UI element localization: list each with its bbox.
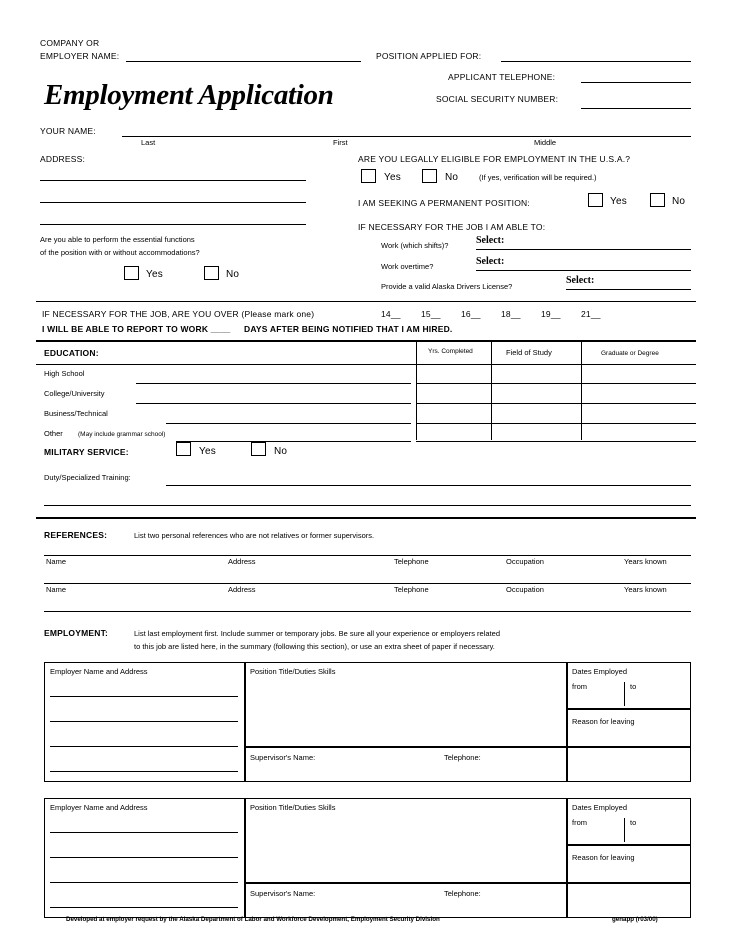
employment-0-position-label: Position Title/Duties Skills [250, 667, 336, 676]
age-option-1[interactable]: 15__ [421, 309, 441, 319]
age-option-3[interactable]: 18__ [501, 309, 521, 319]
references-title: REFERENCES: [44, 530, 108, 540]
employment-0-employer-line-4[interactable] [50, 771, 238, 772]
address-line-2[interactable] [40, 202, 306, 203]
military-yes-checkbox[interactable] [176, 442, 191, 456]
employment-1-supervisor-label: Supervisor's Name: [250, 889, 316, 898]
employment-title: EMPLOYMENT: [44, 628, 109, 638]
report-to-work-line-b: DAYS AFTER BEING NOTIFIED THAT I AM HIRED. [244, 324, 453, 334]
employment-1-position-label: Position Title/Duties Skills [250, 803, 336, 812]
education-row-0-input[interactable] [136, 383, 411, 384]
reference-row-0-col-1: Address [228, 557, 256, 566]
education-title: EDUCATION: [44, 348, 99, 358]
education-row-1-divider [416, 403, 696, 404]
able-row-0-select[interactable]: Select: [476, 235, 505, 246]
reference-row-0-col-0: Name [46, 557, 67, 566]
able-row-2-input[interactable] [566, 289, 691, 290]
employment-1-employer-label: Employer Name and Address [50, 803, 148, 812]
reference-row-1-col-4: Years known [624, 585, 667, 594]
employment-block-0-supervisor-div [244, 746, 691, 748]
company-label-line2: EMPLOYER NAME: [40, 51, 120, 61]
reference-row-1-col-3: Occupation [506, 585, 544, 594]
address-line-3[interactable] [40, 224, 306, 225]
able-row-0-input[interactable] [476, 249, 691, 250]
employment-block-0-div-1 [244, 662, 246, 782]
employment-0-to-label: to [630, 682, 637, 691]
references-row-1-top [44, 583, 691, 584]
education-top-border [36, 340, 696, 342]
form-sheet [36, 30, 700, 920]
education-col-divider-3 [581, 340, 582, 440]
eligible-no-label: No [445, 172, 459, 183]
education-row-3-note: (May include grammar school) [78, 431, 166, 438]
education-row-1-label: College/University [44, 389, 105, 398]
military-no-checkbox[interactable] [251, 442, 266, 456]
education-header-divider [36, 364, 696, 365]
employment-block-1-reason-div [566, 844, 691, 846]
employment-1-dates-label: Dates Employed [572, 803, 628, 812]
employment-1-employer-line-3[interactable] [50, 882, 238, 883]
age-question: IF NECESSARY FOR THE JOB, ARE YOU OVER (Please mark one) [42, 309, 315, 319]
employment-instruction-line1: List last employment first. Include summer or temporary jobs. Be sure all your experience or employers related [134, 629, 500, 638]
education-col-divider-1 [416, 340, 417, 440]
references-instruction: List two personal references who are not relatives or former supervisors. [134, 531, 375, 540]
employment-block-0-reason-div [566, 708, 691, 710]
essential-no-checkbox[interactable] [204, 266, 219, 280]
name-first-caption: First [333, 138, 348, 147]
education-row-1-input[interactable] [136, 403, 411, 404]
age-option-2[interactable]: 16__ [461, 309, 481, 319]
eligibility-note: (If yes, verification will be required.) [479, 173, 597, 182]
employment-1-employer-line-4[interactable] [50, 907, 238, 908]
applicant-telephone-input[interactable] [581, 82, 691, 83]
able-row-2-label: Provide a valid Alaska Drivers License? [381, 282, 513, 291]
employment-block-0-div-2 [566, 662, 568, 782]
reference-row-1-col-0: Name [46, 585, 67, 594]
page-title: Employment Application [44, 79, 334, 111]
references-row-0-top [44, 555, 691, 556]
permanent-yes-checkbox[interactable] [588, 193, 603, 207]
able-row-1-select[interactable]: Select: [476, 256, 505, 267]
age-option-4[interactable]: 19__ [541, 309, 561, 319]
employment-1-employer-line-2[interactable] [50, 857, 238, 858]
essential-functions-line2: of the position with or without accommodations? [40, 248, 200, 257]
education-col-divider-2 [491, 340, 492, 440]
essential-functions-line1: Are you able to perform the essential functions [40, 235, 195, 244]
your-name-input[interactable] [122, 136, 691, 137]
address-label: ADDRESS: [40, 154, 86, 164]
able-to-label: IF NECESSARY FOR THE JOB I AM ABLE TO: [358, 222, 546, 232]
military-no-label: No [274, 446, 288, 457]
employment-0-telephone-label: Telephone: [444, 753, 481, 762]
age-option-0[interactable]: 14__ [381, 309, 401, 319]
military-bottom-border [36, 517, 696, 519]
ssn-label: SOCIAL SECURITY NUMBER: [436, 94, 559, 104]
company-name-input[interactable] [126, 61, 361, 62]
permanent-yes-label: Yes [610, 196, 627, 207]
eligible-yes-checkbox[interactable] [361, 169, 376, 183]
education-row-3-input[interactable] [176, 441, 411, 442]
employment-block-1-supervisor-div [244, 882, 691, 884]
education-row-3-label: Other [44, 429, 63, 438]
report-to-work-line-a: I WILL BE ABLE TO REPORT TO WORK ____ [42, 324, 231, 334]
references-row-1-bottom [44, 611, 691, 612]
employment-0-reason-label: Reason for leaving [572, 717, 635, 726]
education-row-2-divider [416, 423, 696, 424]
reference-row-0-col-2: Telephone [394, 557, 429, 566]
employment-0-from-label: from [572, 682, 587, 691]
eligible-no-checkbox[interactable] [422, 169, 437, 183]
permanent-position-question: I AM SEEKING A PERMANENT POSITION: [358, 198, 530, 208]
employment-instruction-line2: to this job are listed here, in the summary (following this section), or use an extra sheet of paper if necessary. [134, 642, 495, 651]
employment-0-employer-label: Employer Name and Address [50, 667, 148, 676]
your-name-label: YOUR NAME: [40, 126, 96, 136]
military-yes-label: Yes [199, 446, 216, 457]
permanent-no-checkbox[interactable] [650, 193, 665, 207]
employment-block-1-div-2 [566, 798, 568, 918]
position-applied-input[interactable] [501, 61, 691, 62]
duty-training-input-2[interactable] [44, 505, 691, 506]
permanent-no-label: No [672, 196, 686, 207]
able-row-1-input[interactable] [476, 270, 691, 271]
education-row-2-label: Business/Technical [44, 409, 108, 418]
duty-training-label: Duty/Specialized Training: [44, 473, 131, 482]
footer-form-id: genapp (r03/00) [612, 916, 658, 923]
employment-1-employer-line-1[interactable] [50, 832, 238, 833]
employment-1-date-sep [624, 818, 625, 842]
eligible-yes-label: Yes [384, 172, 401, 183]
address-line-1[interactable] [40, 180, 306, 181]
employment-1-telephone-label: Telephone: [444, 889, 481, 898]
duty-training-input-1[interactable] [166, 485, 691, 486]
able-row-0-label: Work (which shifts)? [381, 241, 449, 250]
essential-yes-checkbox[interactable] [124, 266, 139, 280]
essential-no-label: No [226, 269, 240, 280]
name-middle-caption: Middle [534, 138, 557, 147]
able-row-1-label: Work overtime? [381, 262, 434, 271]
age-option-5[interactable]: 21__ [581, 309, 601, 319]
employment-1-from-label: from [572, 818, 587, 827]
reference-row-1-col-1: Address [228, 585, 256, 594]
employment-1-to-label: to [630, 818, 637, 827]
employment-1-reason-label: Reason for leaving [572, 853, 635, 862]
reference-row-0-col-3: Occupation [506, 557, 544, 566]
employment-0-employer-line-1[interactable] [50, 696, 238, 697]
employment-0-employer-line-3[interactable] [50, 746, 238, 747]
position-applied-label: POSITION APPLIED FOR: [376, 51, 482, 61]
able-row-2-select[interactable]: Select: [566, 275, 595, 286]
education-row-0-divider [416, 383, 696, 384]
education-col-2-header: Graduate or Degree [601, 350, 659, 357]
employment-block-1-div-1 [244, 798, 246, 918]
education-col-0-header: Yrs. Completed [428, 348, 473, 355]
eligibility-question: ARE YOU LEGALLY ELIGIBLE FOR EMPLOYMENT IN THE U.S.A.? [358, 154, 631, 164]
reference-row-1-col-2: Telephone [394, 585, 429, 594]
employment-0-employer-line-2[interactable] [50, 721, 238, 722]
employment-0-dates-label: Dates Employed [572, 667, 628, 676]
employment-0-supervisor-label: Supervisor's Name: [250, 753, 316, 762]
ssn-input[interactable] [581, 108, 691, 109]
education-row-3-divider [416, 441, 696, 442]
education-row-0-label: High School [44, 369, 85, 378]
education-col-1-header: Field of Study [506, 348, 552, 357]
education-row-2-input[interactable] [166, 423, 411, 424]
divider-above-age [36, 301, 696, 302]
essential-yes-label: Yes [146, 269, 163, 280]
military-title: MILITARY SERVICE: [44, 447, 129, 457]
name-last-caption: Last [141, 138, 156, 147]
applicant-telephone-label: APPLICANT TELEPHONE: [448, 72, 556, 82]
reference-row-0-col-4: Years known [624, 557, 667, 566]
footer-credit: Developed at employer request by the Alaska Department of Labor and Workforce Development, Employment Security Division [66, 916, 440, 923]
company-label-line1: COMPANY OR [40, 38, 100, 48]
employment-0-date-sep [624, 682, 625, 706]
